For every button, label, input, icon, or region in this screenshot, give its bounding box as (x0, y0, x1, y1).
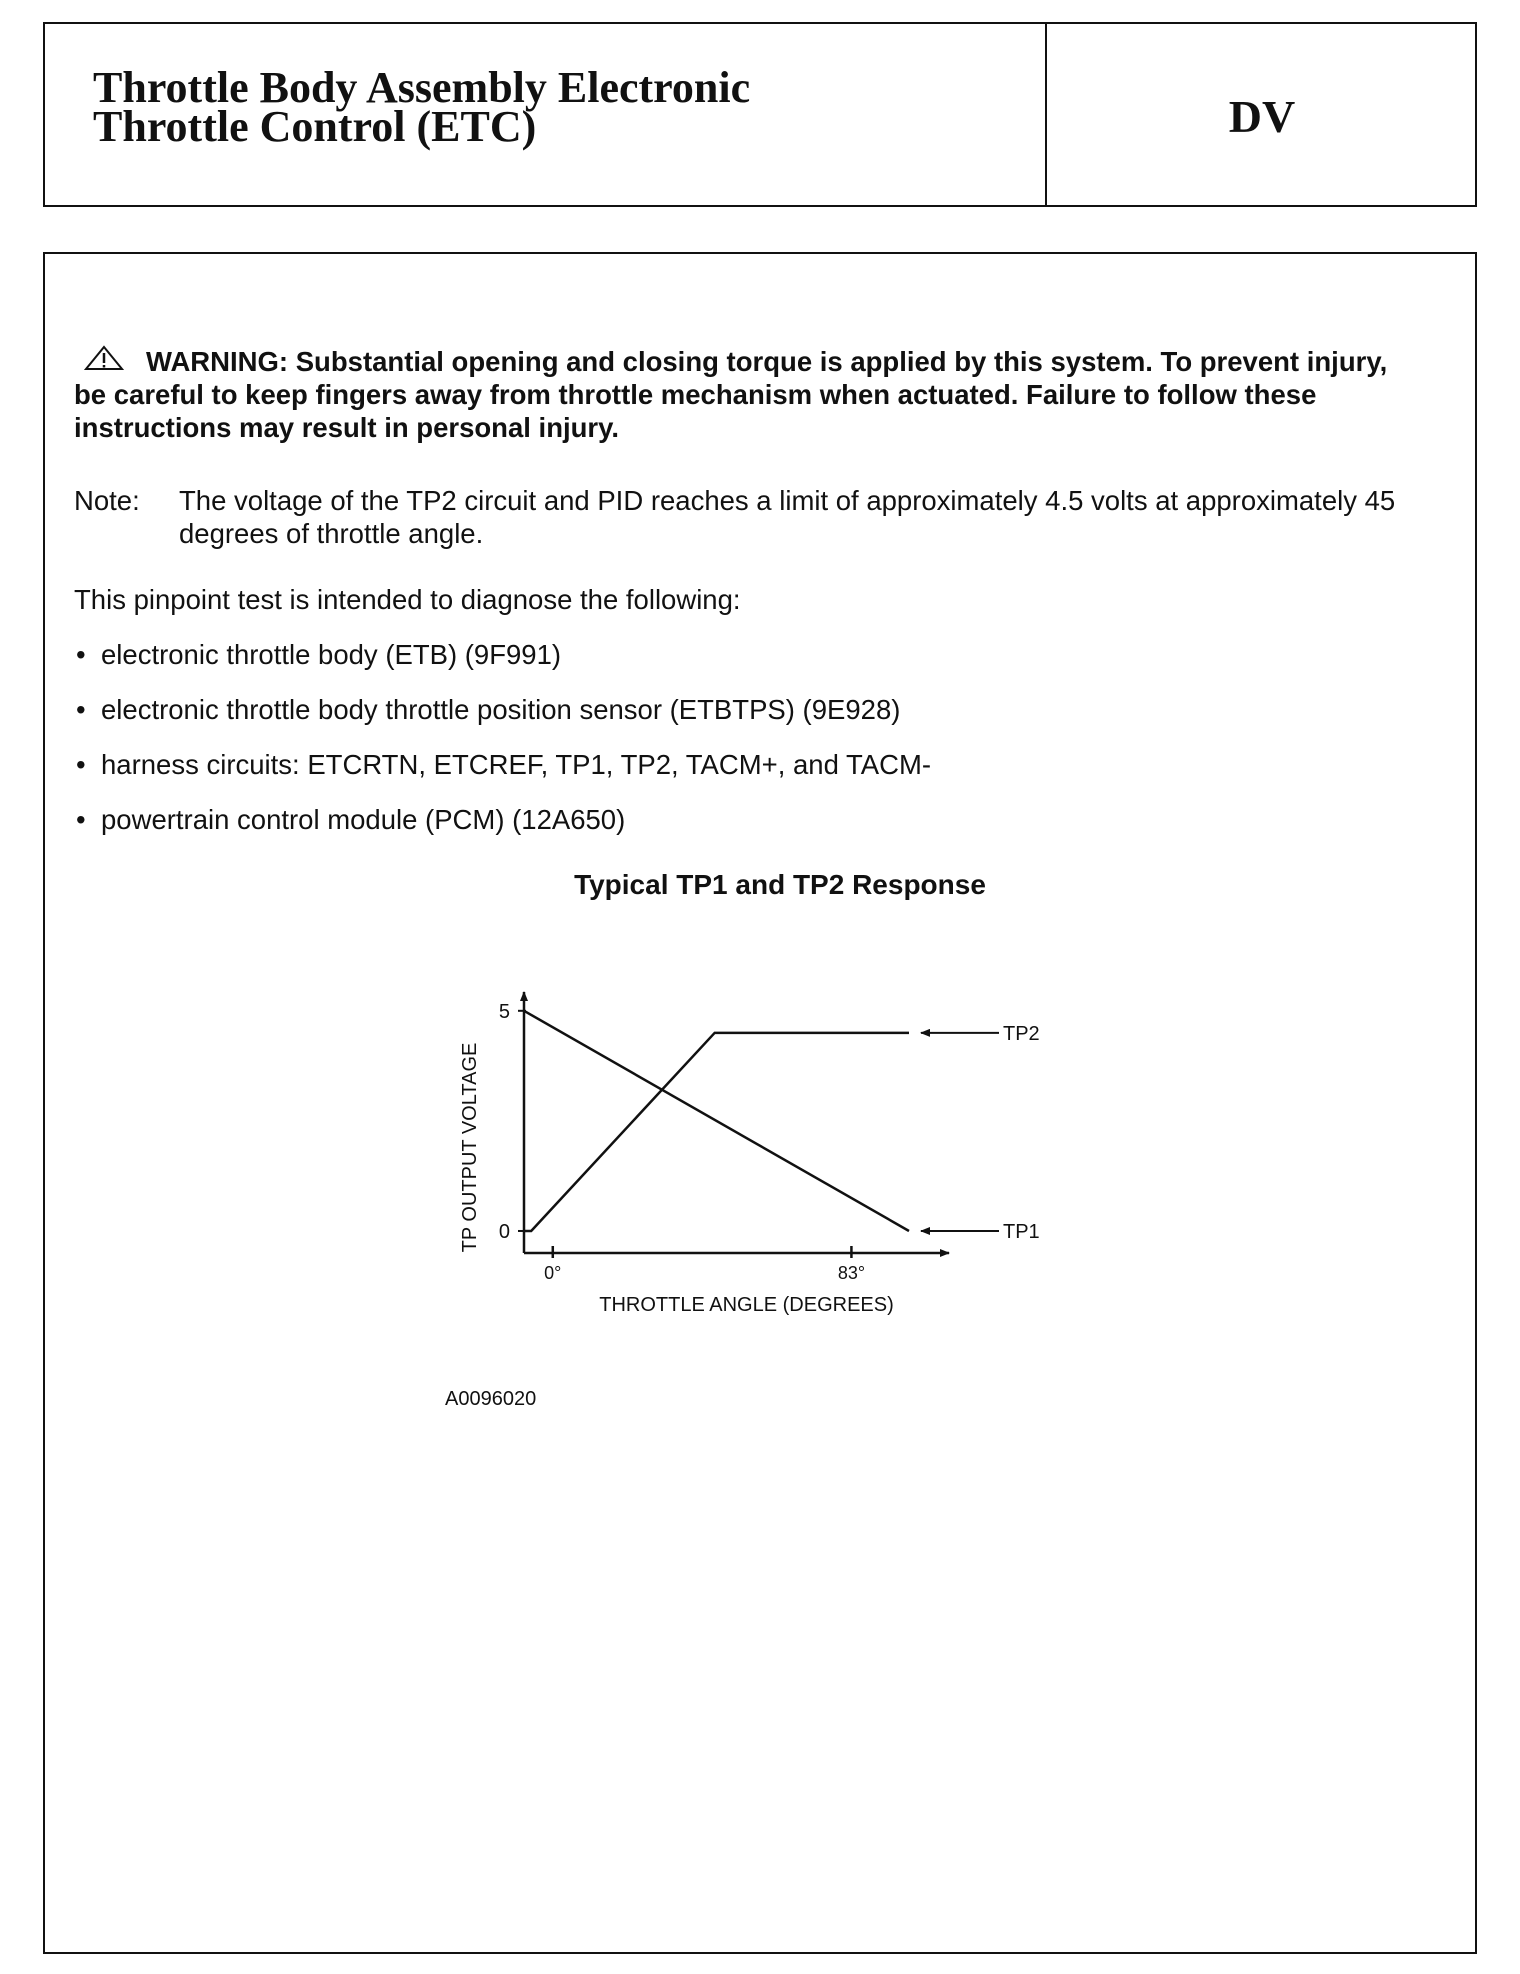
y-tick-label: 5 (498, 1000, 510, 1023)
list-item-text: powertrain control module (PCM) (12A650) (101, 804, 626, 835)
warning-triangle-icon (84, 345, 124, 371)
warning-text: WARNING: Substantial opening and closing torque is applied by this system. To prevent injury, be careful to keep fingers away from throttle mechanism when actuated. Failure to follow these instructions may result in personal injury. (74, 346, 1388, 443)
warning-block (74, 345, 1414, 444)
bullet-icon: • (76, 749, 86, 780)
series-label-tp2: TP2 (1003, 1022, 1040, 1045)
list-item (74, 693, 1414, 748)
x-axis-label: THROTTLE ANGLE (DEGREES) (599, 1294, 894, 1316)
series-line-tp2 (524, 1033, 909, 1231)
list-item-text: harness circuits: ETCRTN, ETCREF, TP1, TP2, TACM+, and TACM- (101, 749, 932, 780)
diagnosis-list (74, 638, 1414, 858)
chart-title: Typical TP1 and TP2 Response (574, 869, 986, 900)
y-tick-label: 0 (498, 1220, 510, 1243)
figure-id: A0096020 (445, 1388, 537, 1410)
bullet-icon: • (76, 694, 86, 725)
list-item (74, 638, 1414, 693)
note-block (74, 484, 1414, 550)
list-item (74, 748, 1414, 803)
note-label: Note: (74, 485, 140, 516)
bullet-icon: • (76, 804, 86, 835)
x-tick-label: 0° (544, 1263, 562, 1283)
tp-response-chart (440, 955, 1080, 1355)
page-title-line-1: Throttle Body Assembly Electronic (93, 63, 751, 112)
intro-text: This pinpoint test is intended to diagnose the following: (74, 584, 741, 615)
series-line-tp1 (524, 1011, 909, 1231)
note-text: The voltage of the TP2 circuit and PID reaches a limit of approximately 4.5 volts at approximately 45 degrees of throttle angle. (179, 485, 1396, 549)
page-title (93, 63, 1023, 151)
y-axis-label: TP OUTPUT VOLTAGE (459, 1042, 481, 1253)
list-item-text: electronic throttle body throttle position sensor (ETBTPS) (9E928) (101, 694, 901, 725)
page-title-line-2: Throttle Control (ETC) (93, 102, 537, 151)
list-item-text: electronic throttle body (ETB) (9F991) (101, 639, 562, 670)
bullet-icon: • (76, 639, 86, 670)
section-code: DV (1228, 91, 1296, 142)
series-label-tp1: TP1 (1003, 1220, 1040, 1243)
list-item (74, 803, 1414, 858)
x-tick-label: 83° (837, 1263, 866, 1283)
